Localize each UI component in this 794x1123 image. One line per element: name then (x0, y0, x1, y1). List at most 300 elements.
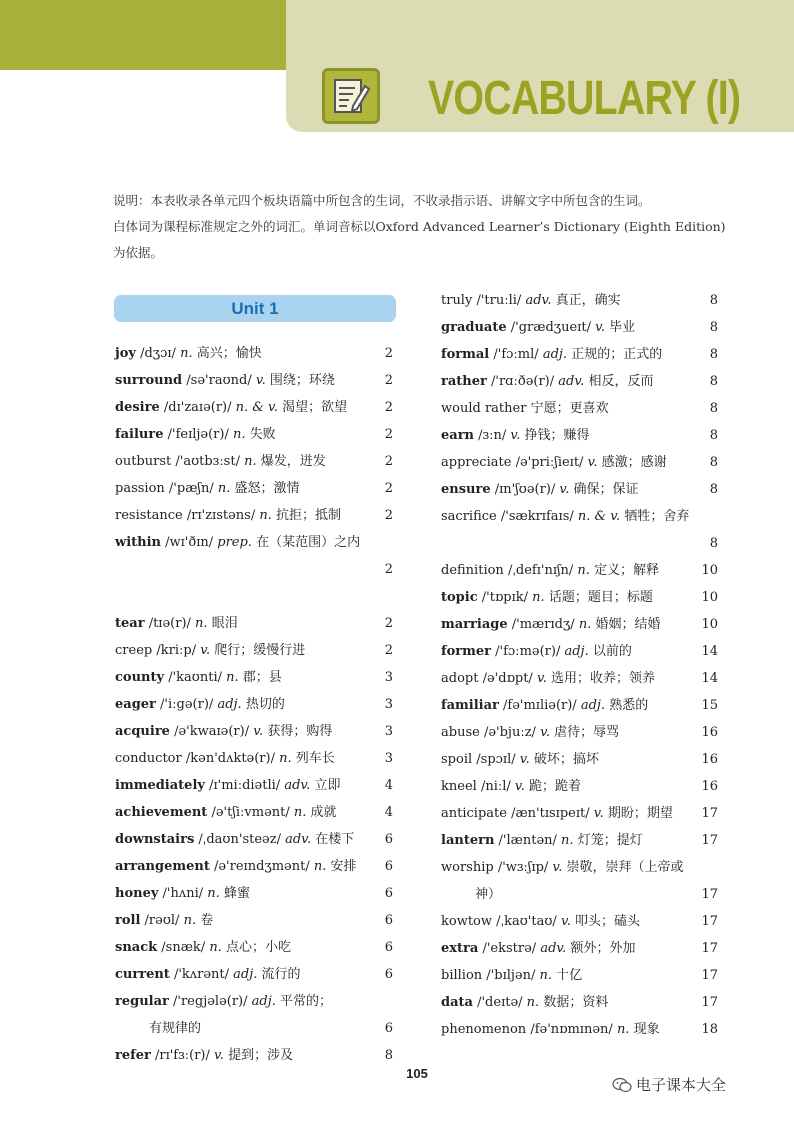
entry-page: 17 (701, 887, 718, 902)
entry-text (441, 638, 632, 665)
entry-phonetic: /'deɪtə/ (477, 995, 523, 1010)
entry-meaning: 卷 (200, 913, 214, 928)
entry-page: 8 (709, 401, 718, 416)
entry-text (115, 421, 276, 448)
entry-text (115, 718, 332, 745)
entry-pos: adj. (580, 698, 606, 713)
entry-text (115, 907, 213, 934)
entry-text (441, 287, 621, 314)
entry-meaning: 话题；题目；标题 (548, 590, 653, 605)
entry-text (441, 935, 635, 962)
entry-meaning: 成就 (310, 805, 337, 820)
vocab-entry (441, 962, 718, 989)
entry-phonetic: /sə'raʊnd/ (186, 373, 252, 388)
entry-word: creep (115, 643, 153, 658)
vocab-entry (115, 529, 393, 556)
entry-page: 4 (384, 805, 393, 820)
entry-pos: n. (561, 833, 574, 848)
entry-pos: n. (209, 940, 222, 955)
entry-text (115, 799, 337, 826)
entry-word: refer (115, 1048, 151, 1063)
entry-text (115, 394, 347, 421)
entry-word: snack (115, 940, 158, 955)
entry-phonetic: /'kʌrənt/ (173, 967, 229, 982)
entry-word: ensure (441, 482, 491, 497)
notepad-pencil-icon (322, 68, 380, 124)
vocab-entry (115, 421, 393, 448)
entry-meaning: 提到；涉及 (228, 1048, 294, 1063)
entry-phonetic: /'fɔːmə(r)/ (495, 644, 561, 659)
vocab-entry (441, 854, 718, 881)
entry-text (115, 502, 341, 529)
entry-pos: n. (183, 913, 197, 928)
entry-pos: n. (313, 859, 327, 874)
entry-pos: v. (214, 1048, 224, 1063)
entry-meaning: 渴望；欲望 (282, 400, 348, 415)
entry-word: honey (115, 886, 159, 901)
entry-page: 3 (384, 670, 393, 685)
entry-phonetic: /ə'priːʃieɪt/ (515, 455, 584, 470)
entry-phonetic: /'wɜːʃɪp/ (497, 860, 549, 875)
vocab-entry (441, 476, 718, 503)
entry-text (441, 314, 635, 341)
entry-phonetic: /'læntən/ (498, 833, 557, 848)
entry-phonetic: /kən'dʌktə(r)/ (185, 751, 275, 766)
entry-text (441, 557, 659, 584)
entry-phonetic: /ə'dɒpt/ (482, 671, 533, 686)
vocab-entry (115, 394, 393, 421)
vocab-entry (115, 448, 393, 475)
entry-pos: n. (233, 427, 246, 442)
entry-word: immediately (115, 778, 205, 793)
entry-page: 8 (709, 482, 718, 497)
entry-word: earn (441, 428, 474, 443)
entry-page: 14 (701, 671, 718, 686)
entry-word: kneel (441, 779, 477, 794)
entry-page: 8 (384, 1048, 393, 1063)
entry-pos: adv. (525, 293, 552, 308)
entry-word: appreciate (441, 455, 512, 470)
entry-page: 8 (709, 428, 718, 443)
vocab-entry (115, 1042, 393, 1069)
watermark (612, 1074, 726, 1095)
entry-meaning: 选用；收养；领养 (551, 671, 656, 686)
entry-word: anticipate (441, 806, 507, 821)
entry-pos: n. (532, 590, 545, 605)
vocab-entry (441, 611, 718, 638)
entry-phonetic: /ˌdaʊn'steəz/ (198, 832, 281, 847)
vocab-entry (441, 746, 718, 773)
entry-phonetic: /'regjələ(r)/ (173, 994, 248, 1009)
entry-phonetic: /tɪə(r)/ (148, 616, 191, 631)
intro-line: 白体词为课程标准规定之外的词汇。单词音标以Oxford Advanced Learner’s Dictionary (Eighth Edition) (113, 219, 726, 234)
vocab-entry (115, 988, 393, 1015)
entry-word: marriage (441, 617, 508, 632)
vocab-entry (441, 827, 718, 854)
entry-phonetic: /wɪ'ðɪn/ (165, 535, 214, 550)
entry-pos: adj. (251, 994, 276, 1009)
vocab-entry (441, 800, 718, 827)
entry-page: 10 (701, 590, 718, 605)
vocab-entry (441, 638, 718, 665)
entry-word: achievement (115, 805, 208, 820)
entry-text (115, 880, 250, 907)
entry-meaning: 点心；小吃 (225, 940, 291, 955)
entry-page: 2 (384, 643, 393, 658)
entry-phonetic: /rɪ'zɪstəns/ (186, 508, 256, 523)
entry-meaning: 获得；购得 (267, 724, 333, 739)
entry-word: within (115, 535, 161, 550)
entry-text (115, 772, 340, 799)
entry-meaning: 爆发，迸发 (260, 454, 326, 469)
entry-page: 10 (701, 617, 718, 632)
entry-phonetic: /'iːgə(r)/ (160, 697, 214, 712)
entry-page: 8 (709, 455, 718, 470)
entry-phonetic: /'tɒpɪk/ (481, 590, 529, 605)
entry-text (441, 854, 684, 881)
entry-meaning: 以前的 (592, 644, 632, 659)
entry-text (441, 908, 640, 935)
entry-pos: n. (539, 968, 553, 983)
entry-pos: v. (255, 373, 266, 388)
vocab-entry (115, 826, 393, 853)
entry-page: 16 (701, 779, 718, 794)
entry-pos: n. & v. (235, 400, 278, 415)
entry-page: 6 (384, 1021, 393, 1036)
watermark-text: 电子课本大全 (636, 1076, 727, 1094)
entry-text (115, 961, 301, 988)
entry-meaning: 正规的；正式的 (571, 347, 663, 362)
vocab-entry (115, 961, 393, 988)
entry-page: 17 (701, 833, 718, 848)
entry-text (441, 611, 660, 638)
entry-page: 2 (384, 400, 393, 415)
entry-text (115, 988, 332, 1015)
entry-pos: v. (253, 724, 264, 739)
entry-text (115, 853, 357, 880)
entry-phonetic: /'fɔːml/ (493, 347, 539, 362)
entry-page: 8 (709, 536, 718, 551)
entry-phonetic: /kriːp/ (156, 643, 197, 658)
vocab-column-right (441, 287, 718, 1043)
vocab-entry-continuation (115, 1015, 393, 1042)
entry-meaning: 抗拒；抵制 (276, 508, 342, 523)
entry-meaning: 盛怒；激情 (234, 481, 300, 496)
entry-page: 2 (384, 616, 393, 631)
entry-word: roll (115, 913, 141, 928)
entry-phonetic: /'kaʊnti/ (168, 670, 222, 685)
entry-meaning: 平常的； (280, 994, 333, 1009)
entry-word: outburst (115, 454, 172, 469)
entry-word: desire (115, 400, 160, 415)
entry-page: 6 (384, 886, 393, 901)
entry-phonetic: /ɪ'miːdiətli/ (209, 778, 281, 793)
entry-word: sacrifice (441, 509, 497, 524)
entry-page: 3 (384, 724, 393, 739)
entry-meaning: 额外；外加 (570, 941, 636, 956)
entry-pos: adv. (558, 374, 585, 389)
entry-word: arrangement (115, 859, 210, 874)
entry-pos: v. (540, 725, 551, 740)
entry-phonetic: /ɜːn/ (478, 428, 507, 443)
entry-pos: v. (587, 455, 598, 470)
entry-text (441, 395, 609, 422)
entry-page: 2 (384, 373, 393, 388)
entry-meaning: 流行的 (261, 967, 301, 982)
entry-text (115, 745, 335, 772)
entry-pos: n. (217, 481, 231, 496)
entry-meaning: 定义；解释 (594, 563, 660, 578)
entry-text (441, 665, 655, 692)
entry-meaning: 叩头；磕头 (575, 914, 641, 929)
entry-meaning: 牺牲；舍弃 (624, 509, 690, 524)
vocab-entry (441, 395, 718, 422)
vocab-entry (115, 610, 393, 637)
vocab-entry (115, 367, 393, 394)
vocab-entry-continuation (441, 530, 718, 557)
entry-page: 6 (384, 859, 393, 874)
entry-meaning: 十亿 (556, 968, 583, 983)
entry-page: 2 (384, 427, 393, 442)
entry-word: county (115, 670, 165, 685)
entry-word: downstairs (115, 832, 195, 847)
vocab-entry (441, 989, 718, 1016)
entry-page: 15 (701, 698, 718, 713)
vocab-entry-continuation (441, 881, 718, 908)
entry-word: failure (115, 427, 164, 442)
entry-word: surround (115, 373, 183, 388)
entry-page: 17 (701, 941, 718, 956)
entry-text (115, 826, 354, 853)
entry-meaning: 崇敬，崇拜（上帝或 (566, 860, 684, 875)
vocab-entry (441, 692, 718, 719)
entry-word: billion (441, 968, 483, 983)
entry-meaning: 跪；跪着 (528, 779, 581, 794)
entry-pos: n. (293, 805, 307, 820)
vocab-entry-continuation (115, 556, 393, 583)
entry-word: conductor (115, 751, 182, 766)
vocab-entry (441, 314, 718, 341)
entry-pos: n. (279, 751, 292, 766)
entry-page: 3 (384, 751, 393, 766)
entry-page: 14 (701, 644, 718, 659)
entry-word: kowtow (441, 914, 493, 929)
entry-meaning: 爬行；缓慢行进 (214, 643, 306, 658)
entry-text (115, 610, 238, 637)
entry-text (441, 503, 689, 530)
entry-page: 8 (709, 293, 718, 308)
entry-meaning: 热切的 (245, 697, 285, 712)
entry-meaning: 破坏；搞坏 (533, 752, 599, 767)
entry-meaning: 在（某范围）之内 (256, 535, 361, 550)
entry-text (441, 368, 653, 395)
entry-text (115, 637, 305, 664)
entry-word: graduate (441, 320, 507, 335)
entry-meaning: 宁愿；更喜欢 (530, 401, 609, 416)
entry-text (441, 449, 667, 476)
entry-word: truly (441, 293, 473, 308)
entry-phonetic: /æn'tɪsɪpeɪt/ (511, 806, 590, 821)
entry-pos: n. (244, 454, 257, 469)
entry-meaning: 感激；感谢 (601, 455, 667, 470)
vocab-entry (441, 773, 718, 800)
entry-page: 6 (384, 832, 393, 847)
entry-meaning: 郡；县 (242, 670, 282, 685)
entry-page: 2 (384, 481, 393, 496)
entry-word: former (441, 644, 491, 659)
entry-phonetic: /ˌdefɪ'nɪʃn/ (507, 563, 574, 578)
entry-text (441, 800, 673, 827)
entry-pos: adj. (233, 967, 258, 982)
entry-spacer (115, 583, 393, 610)
vocab-entry (115, 745, 393, 772)
entry-pos: v. (536, 671, 547, 686)
entry-phonetic: /ə'kwaɪə(r)/ (174, 724, 250, 739)
vocab-entry (115, 691, 393, 718)
entry-phonetic: /ˌkaʊ'taʊ/ (496, 914, 557, 929)
entry-phonetic: /'mærɪdʒ/ (511, 617, 575, 632)
entry-pos: adj. (564, 644, 589, 659)
entry-page: 18 (701, 1022, 718, 1037)
entry-text (441, 827, 643, 854)
entry-text (441, 989, 608, 1016)
entry-text (441, 422, 590, 449)
entry-page: 6 (384, 940, 393, 955)
entry-text (441, 1016, 660, 1043)
entry-meaning: 现象 (633, 1022, 660, 1037)
entry-phonetic: /dʒɔɪ/ (140, 346, 176, 361)
entry-text (441, 584, 653, 611)
entry-pos: adj. (217, 697, 242, 712)
entry-meaning: 列车长 (295, 751, 335, 766)
entry-phonetic: /'truːli/ (476, 293, 522, 308)
entry-word: would rather (441, 401, 527, 416)
entry-text (441, 746, 599, 773)
vocab-entry (115, 799, 393, 826)
entry-phonetic: /spɔɪl/ (476, 752, 516, 767)
entry-text (115, 691, 285, 718)
entry-page: 2 (384, 508, 393, 523)
vocab-entry (441, 287, 718, 314)
entry-meaning: 真正，确实 (555, 293, 621, 308)
entry-text (441, 773, 581, 800)
entry-phonetic: /'pæʃn/ (168, 481, 214, 496)
entry-pos: n. (226, 670, 239, 685)
entry-word: acquire (115, 724, 170, 739)
entry-pos: v. (552, 860, 563, 875)
entry-word: topic (441, 590, 478, 605)
entry-pos: adj. (542, 347, 568, 362)
entry-text (115, 934, 291, 961)
entry-word: rather (441, 374, 487, 389)
vocab-entry (441, 584, 718, 611)
entry-phonetic: /dɪ'zaɪə(r)/ (163, 400, 232, 415)
vocab-entry (115, 853, 393, 880)
entry-phonetic: /rəʊl/ (144, 913, 180, 928)
entry-word: data (441, 995, 473, 1010)
vocab-entry (441, 449, 718, 476)
vocab-entry (441, 908, 718, 935)
entry-word: joy (115, 346, 136, 361)
entry-meaning: 婚姻；结婚 (595, 617, 661, 632)
entry-page: 17 (701, 968, 718, 983)
vocab-entry (115, 907, 393, 934)
vocab-column-left (115, 340, 393, 1069)
entry-word: current (115, 967, 170, 982)
entry-page: 4 (384, 778, 393, 793)
entry-phonetic: /'sækrɪfaɪs/ (500, 509, 574, 524)
entry-text (115, 367, 335, 394)
vocab-entry (441, 1016, 718, 1043)
entry-word: adopt (441, 671, 479, 686)
entry-page: 8 (709, 374, 718, 389)
entry-page: 10 (701, 563, 718, 578)
entry-text (441, 476, 639, 503)
entry-phonetic: /'bɪljən/ (486, 968, 536, 983)
entry-meaning: 蜂蜜 (223, 886, 250, 901)
entry-meaning: 虐待；辱骂 (554, 725, 620, 740)
entry-pos: n. (259, 508, 272, 523)
entry-word: resistance (115, 508, 183, 523)
unit-heading: Unit 1 (114, 295, 396, 322)
entry-phonetic: /ə'reɪndʒmənt/ (213, 859, 310, 874)
vocab-entry (441, 935, 718, 962)
entry-pos: adv. (540, 941, 567, 956)
entry-pos: n. & v. (577, 509, 621, 524)
intro-line: 为依据。 (113, 245, 164, 260)
entry-pos: n. (526, 995, 540, 1010)
entry-word: eager (115, 697, 156, 712)
entry-pos: n. (195, 616, 208, 631)
entry-word: familiar (441, 698, 499, 713)
entry-text (441, 341, 662, 368)
entry-pos: n. (578, 617, 592, 632)
entry-word: formal (441, 347, 490, 362)
vocab-entry (441, 422, 718, 449)
entry-pos: v. (595, 320, 606, 335)
entry-pos: v. (510, 428, 521, 443)
entry-text (441, 962, 582, 989)
vocab-entry (115, 475, 393, 502)
entry-page: 16 (701, 725, 718, 740)
vocab-entry (115, 637, 393, 664)
entry-meaning-cont: 有规律的 (149, 1021, 202, 1036)
entry-meaning: 挣钱；赚得 (524, 428, 590, 443)
vocab-entry (441, 341, 718, 368)
entry-page: 17 (701, 995, 718, 1010)
entry-meaning: 数据；资料 (543, 995, 609, 1010)
entry-phonetic: /'ekstrə/ (482, 941, 537, 956)
intro-line: 说明：本表收录各单元四个板块语篇中所包含的生词，不收录指示语、讲解文字中所包含的生词。 (113, 193, 651, 208)
entry-phonetic: /'hʌni/ (162, 886, 204, 901)
entry-meaning: 围绕；环绕 (269, 373, 335, 388)
entry-page: 6 (384, 967, 393, 982)
entry-text (115, 529, 360, 556)
entry-meaning: 眼泪 (211, 616, 238, 631)
vocab-entry (441, 719, 718, 746)
entry-pos: n. (180, 346, 193, 361)
vocab-entry (115, 880, 393, 907)
entry-phonetic: /'aʊtbɜːst/ (175, 454, 240, 469)
entry-pos: v. (519, 752, 530, 767)
entry-pos: n. (616, 1022, 630, 1037)
entry-phonetic: /snæk/ (161, 940, 206, 955)
entry-pos: v. (559, 482, 570, 497)
vocab-entry (441, 368, 718, 395)
entry-text (441, 719, 619, 746)
entry-meaning: 在楼下 (315, 832, 355, 847)
entry-word: abuse (441, 725, 480, 740)
